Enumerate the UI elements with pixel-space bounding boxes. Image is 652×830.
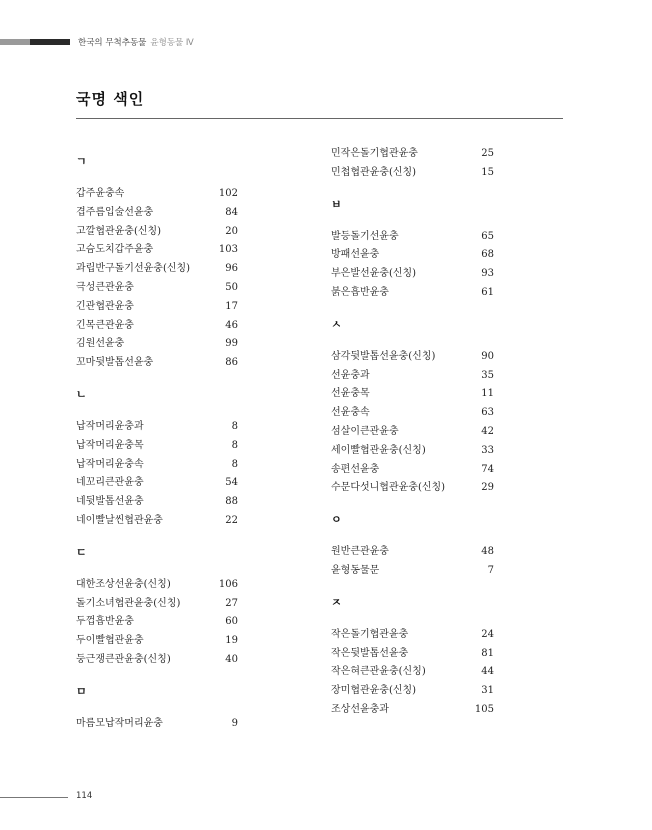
index-entry — [331, 265, 494, 284]
entry-page-number: 54 — [225, 477, 238, 489]
entry-name: 작은돌기협관윤충 — [331, 628, 409, 640]
index-column-left — [76, 140, 238, 734]
index-entry — [76, 474, 238, 493]
index-group — [76, 670, 238, 734]
index-entry — [76, 260, 238, 279]
index-entry — [331, 228, 494, 247]
entry-page-number: 106 — [218, 578, 238, 590]
entry-page-number: 48 — [481, 546, 494, 558]
entry-page-number: 103 — [218, 244, 238, 256]
index-group — [331, 140, 494, 183]
entry-name: 발등돌기선윤충 — [331, 230, 399, 242]
entry-name: 겹주름입술선윤충 — [76, 206, 154, 218]
index-entry — [76, 279, 238, 298]
index-entry — [76, 204, 238, 223]
entry-name: 섬살이큰관윤충 — [331, 425, 399, 437]
index-entry — [76, 651, 238, 670]
entry-page-number: 65 — [481, 230, 494, 242]
index-group — [331, 498, 494, 581]
entry-page-number: 20 — [225, 225, 238, 237]
index-entry — [331, 543, 494, 562]
page-title: 국명 색인 — [76, 90, 145, 108]
footer-rule — [0, 797, 68, 798]
entry-name: 삼각뒷발톱선윤충(신칭) — [331, 350, 436, 362]
entry-name: 돌기소녀협관윤충(신칭) — [76, 597, 181, 609]
entry-page-number: 25 — [481, 148, 494, 159]
title-divider — [76, 118, 563, 119]
entry-page-number: 105 — [474, 703, 494, 715]
index-entry — [331, 246, 494, 265]
entry-name: 부은발선윤충(신칭) — [331, 268, 417, 280]
index-entry — [331, 423, 494, 442]
entry-page-number: 46 — [225, 319, 238, 331]
entry-name: 민작은돌기협관윤충 — [331, 148, 418, 159]
entry-name: 방패선윤충 — [331, 249, 380, 261]
entry-name: 붉은흡반윤충 — [331, 286, 389, 298]
entry-page-number: 99 — [225, 338, 238, 350]
entry-name: 작은뒷발톱선윤충 — [331, 647, 409, 659]
index-entry — [76, 493, 238, 512]
header-bar-gray — [0, 39, 30, 45]
entry-name: 김원선윤충 — [76, 338, 125, 350]
index-group — [331, 303, 494, 498]
entry-page-number: 8 — [231, 458, 238, 470]
index-entry — [76, 456, 238, 475]
index-entry — [331, 164, 494, 183]
index-column-right — [331, 140, 494, 720]
index-entry — [76, 512, 238, 531]
entry-page-number: 29 — [481, 482, 494, 494]
entry-name: 고슴도치갑주윤충 — [76, 244, 154, 256]
entry-page-number: 50 — [225, 281, 238, 293]
entry-name: 선윤충과 — [331, 369, 370, 381]
index-entry — [331, 461, 494, 480]
entry-page-number: 8 — [231, 439, 238, 451]
entry-name: 납작머리윤충속 — [76, 458, 144, 470]
entry-page-number: 63 — [481, 407, 494, 419]
entry-name: 긴목큰관윤충 — [76, 319, 134, 331]
index-entry — [331, 385, 494, 404]
book-title: 한국의 무척추동물 — [78, 38, 147, 48]
entry-name: 네꼬리큰관윤충 — [76, 477, 144, 489]
index-letter-heading: ㄷ — [76, 545, 87, 559]
index-entry — [331, 442, 494, 461]
index-entry — [76, 715, 238, 734]
index-entry — [331, 663, 494, 682]
entry-page-number: 90 — [481, 350, 494, 362]
index-entry — [76, 335, 238, 354]
entry-name: 네이빨날씬협관윤충 — [76, 514, 163, 526]
entry-page-number: 86 — [225, 357, 238, 369]
index-entry — [76, 632, 238, 651]
index-entry — [76, 223, 238, 242]
entry-page-number: 44 — [481, 666, 494, 678]
header-bar-dark — [30, 39, 70, 45]
index-entry — [331, 145, 494, 164]
index-entry — [76, 317, 238, 336]
index-entry — [76, 241, 238, 260]
running-header — [78, 36, 194, 48]
index-entry — [76, 613, 238, 632]
entry-name: 꼬마뒷발톱선윤충 — [76, 357, 154, 369]
entry-page-number: 8 — [231, 420, 238, 432]
entry-page-number: 96 — [225, 263, 238, 275]
entry-page-number: 35 — [481, 369, 494, 381]
index-entry — [76, 576, 238, 595]
entry-page-number: 11 — [481, 388, 494, 400]
entry-name: 과립반구돌기선윤충(신칭) — [76, 263, 191, 275]
entry-page-number: 22 — [225, 514, 238, 526]
entry-name: 세이빨협관윤충(신칭) — [331, 444, 426, 456]
entry-name: 윤형동물문 — [331, 564, 380, 576]
entry-name: 원반큰관윤충 — [331, 546, 389, 558]
index-letter-heading: ㅅ — [331, 317, 342, 331]
entry-name: 마름모납작머리윤충 — [76, 717, 163, 729]
entry-name: 선윤충속 — [331, 407, 370, 419]
index-entry — [331, 701, 494, 720]
index-entry — [76, 354, 238, 373]
index-entry — [76, 185, 238, 204]
entry-page-number: 88 — [225, 496, 238, 508]
entry-page-number: 24 — [481, 628, 494, 640]
index-group — [76, 373, 238, 531]
entry-name: 긴관협관윤충 — [76, 300, 134, 312]
entry-name: 선윤충목 — [331, 388, 370, 400]
entry-name: 갑주윤충속 — [76, 188, 125, 199]
index-entry — [331, 645, 494, 664]
index-entry — [76, 418, 238, 437]
entry-page-number: 42 — [481, 425, 494, 437]
index-group — [76, 140, 238, 373]
index-group — [76, 531, 238, 670]
entry-page-number: 61 — [481, 286, 494, 298]
entry-name: 두이빨협관윤충 — [76, 635, 144, 647]
entry-page-number: 102 — [218, 188, 238, 199]
entry-page-number: 74 — [481, 463, 494, 475]
index-entry — [76, 595, 238, 614]
entry-page-number: 15 — [481, 166, 494, 178]
entry-page-number: 68 — [481, 249, 494, 261]
index-letter-heading: ㄴ — [76, 387, 87, 401]
index-entry — [331, 626, 494, 645]
entry-page-number: 9 — [231, 717, 238, 729]
entry-page-number: 84 — [225, 206, 238, 218]
index-letter-heading: ㅇ — [331, 513, 342, 527]
entry-page-number: 31 — [481, 685, 494, 697]
index-letter-heading: ㅂ — [331, 197, 342, 211]
entry-page-number: 33 — [481, 444, 494, 456]
index-entry — [331, 404, 494, 423]
entry-name: 둥근쟁큰관윤충(신칭) — [76, 653, 171, 665]
entry-name: 두껍흡반윤충 — [76, 616, 134, 628]
index-entry — [331, 682, 494, 701]
entry-name: 조상선윤충과 — [331, 703, 389, 715]
entry-name: 대한조상선윤충(신칭) — [76, 578, 171, 590]
entry-page-number: 7 — [487, 564, 494, 576]
index-entry — [76, 437, 238, 456]
index-letter-heading: ㅈ — [331, 595, 342, 609]
index-entry — [331, 348, 494, 367]
page-number: 114 — [76, 791, 93, 801]
entry-name: 장미협관윤충(신칭) — [331, 685, 417, 697]
index-group — [331, 581, 494, 720]
index-group — [331, 183, 494, 303]
index-letter-heading: ㅁ — [76, 684, 87, 698]
entry-page-number: 27 — [225, 597, 238, 609]
index-entry — [331, 479, 494, 498]
index-entry — [331, 367, 494, 386]
entry-name: 송편선윤충 — [331, 463, 380, 475]
index-entry — [331, 562, 494, 581]
index-letter-heading: ㄱ — [76, 155, 87, 168]
entry-name: 납작머리윤충과 — [76, 420, 144, 432]
entry-page-number: 40 — [225, 653, 238, 665]
entry-name: 네뒷발톱선윤충 — [76, 496, 144, 508]
entry-page-number: 19 — [225, 635, 238, 647]
volume-title: 윤형동물 Ⅳ — [150, 38, 194, 48]
entry-page-number: 17 — [225, 300, 238, 312]
entry-page-number: 93 — [481, 268, 494, 280]
entry-page-number: 81 — [481, 647, 494, 659]
entry-name: 민첩협관윤충(신칭) — [331, 166, 417, 178]
entry-name: 고깔협관윤충(신칭) — [76, 225, 162, 237]
index-entry — [76, 298, 238, 317]
entry-name: 수문다섯니협관윤충(신칭) — [331, 482, 446, 494]
entry-name: 극성큰관윤충 — [76, 281, 134, 293]
entry-page-number: 60 — [225, 616, 238, 628]
entry-name: 납작머리윤충목 — [76, 439, 144, 451]
entry-name: 작은혀큰관윤충(신칭) — [331, 666, 426, 678]
index-entry — [331, 284, 494, 303]
